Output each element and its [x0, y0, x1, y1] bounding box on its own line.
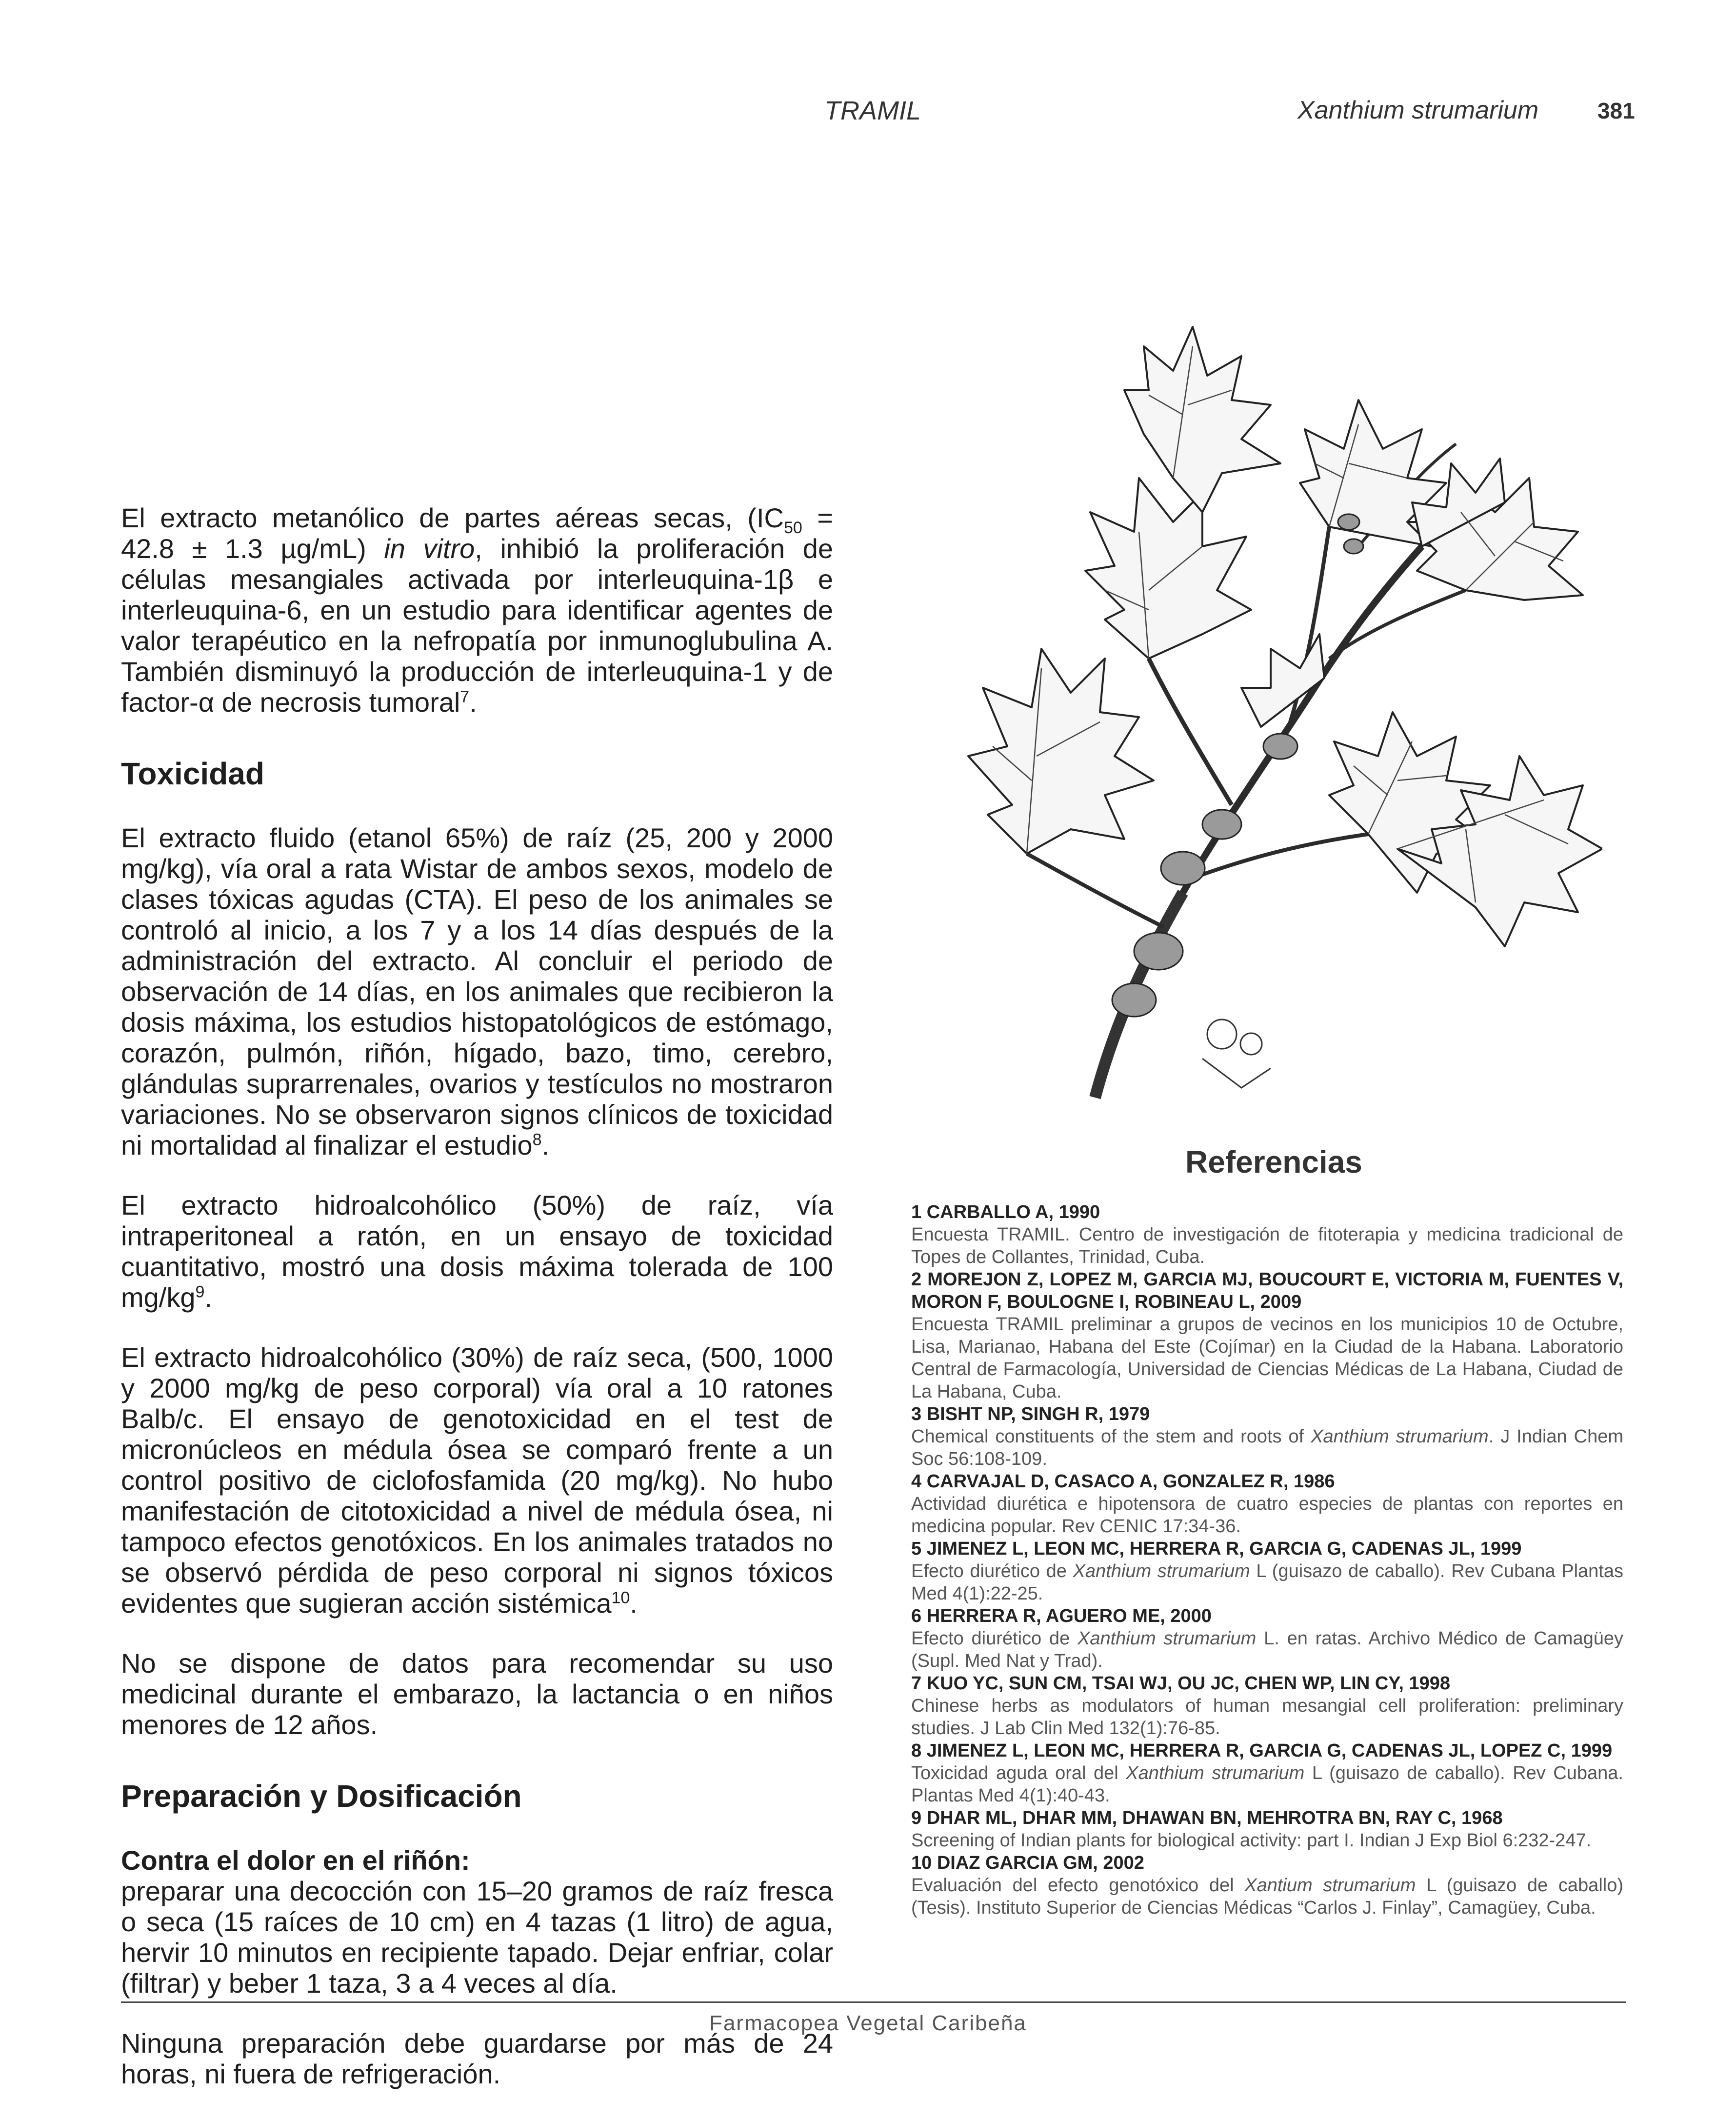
reference-item: 7 KUO YC, SUN CM, TSAI WJ, OU JC, CHEN WP, LIN CY, 1998 Chinese herbs as modulators of human mesangial cell proliferation: preliminary studies. J Lab Clin Med 132(1):76-85. [911, 1673, 1623, 1739]
preparacion-paragraph-2: Ninguna preparación debe guardarse por más de 24 horas, ni fuera de refrigeración. [121, 2028, 833, 2089]
preparacion-subheading: Contra el dolor en el riñón: [121, 1845, 470, 1876]
references-list [911, 1201, 1623, 1919]
reference-item: 6 HERRERA R, AGUERO ME, 2000 Efecto diurético de Xanthium strumarium L. en ratas. Archivo Médico de Camagüey (Supl. Med Nat y Trad). [911, 1606, 1623, 1671]
reference-item: 2 MOREJON Z, LOPEZ M, GARCIA MJ, BOUCOURT E, VICTORIA M, FUENTES V, MORON F, BOULOGNE I, ROBINEAU L, 2009 Encuesta TRAMIL preliminar a grupos de vecinos en los municipios 10 de Octubre, Lisa, Marianao, Habana del Este (Cojímar) en la Ciudad de la Habana. Laboratorio Central de Farmacología, Universidad de Ciencias Médicas de La Habana, Ciudad de La Habana, Cuba. [911, 1269, 1623, 1402]
reference-item: 8 JIMENEZ L, LEON MC, HERRERA R, GARCIA G, CADENAS JL, LOPEZ C, 1999 Toxicidad aguda oral del Xanthium strumarium L (guisazo de caballo). Rev Cubana. Plantas Med 4(1):40-43. [911, 1740, 1623, 1806]
preparacion-paragraph-1: preparar una decocción con 15–20 gramos de raíz fresca o seca (15 raíces de 10 cm) en 4 tazas (1 litro) de agua, hervir 10 minutos en recipiente tapado. Dejar enfriar, colar (filtrar) y beber 1 taza, 3 a 4 veces al día. [121, 1876, 833, 1999]
reference-item: 10 DIAZ GARCIA GM, 2002 Evaluación del efecto genotóxico del Xantium strumarium L (guisazo de caballo) (Tesis). Instituto Superior de Ciencias Médicas “Carlos J. Finlay”, Camagüey, Cuba. [911, 1853, 1623, 1918]
references-title: Referencias [1185, 1144, 1362, 1180]
footer-title: Farmacopea Vegetal Caribeña [709, 2011, 1027, 2035]
toxicidad-heading: Toxicidad [121, 756, 264, 791]
main-text-column [121, 502, 833, 2089]
header-species: Xanthium strumarium [1297, 96, 1539, 124]
header-series: TRAMIL [824, 96, 921, 125]
plant-illustration [929, 317, 1602, 1107]
toxicidad-paragraph-1: El extracto fluido (etanol 65%) de raíz (25, 200 y 2000 mg/kg), vía oral a rata Wistar de ambos sexos, modelo de clases tóxicas agudas (CTA). El peso de los animales se controló al inicio, a los 7 y a los 14 días después de la administración del extracto. Al concluir el periodo de observación de 14 días, en los animales que recibieron la dosis máxima, los estudios histopatológicos de estómago, corazón, pulmón, riñón, hígado, bazo, timo, cerebro, glándulas suprarrenales, ovarios y testículos no mostraron variaciones. No se observaron signos clínicos de toxicidad ni mortalidad al finalizar el estudio$^8$. [121, 822, 833, 1160]
preparacion-heading: Preparación y Dosificación [121, 1779, 522, 1814]
reference-item: 5 JIMENEZ L, LEON MC, HERRERA R, GARCIA G, CADENAS JL, 1999 Efecto diurético de Xanthium strumarium L (guisazo de caballo). Rev Cubana Plantas Med 4(1):22-25. [911, 1539, 1623, 1604]
intro-paragraph: El extracto metanólico de partes aéreas secas, ($IC_{50} = 42.8 \pm 1.3$ µg/mL) in vitro, inhibió la proliferación de células mesangiales activada por interleuquina-1β e interleuquina-6, en un estudio para identificar agentes de valor terapéutico en la nefropatía por inmunoglubulina A. También disminuyó la producción de interleuquina-1 y de factor-α de necrosis tumoral$^7$. [121, 502, 834, 718]
reference-item: 9 DHAR ML, DHAR MM, DHAWAN BN, MEHROTRA BN, RAY C, 1968 Screening of Indian plants for biological activity: part I. Indian J Exp Biol 6:232-247. [911, 1808, 1592, 1851]
toxicidad-paragraph-2: El extracto hidroalcohólico (50%) de raíz, vía intraperitoneal a ratón, en un ensayo de toxicidad cuantitativo, mostró una dosis máxima tolerada de 100 $mg/kg^9$. [121, 1190, 833, 1313]
page-number: 381 [1597, 98, 1635, 123]
footer-rule [121, 2001, 1626, 2003]
reference-item: 3 BISHT NP, SINGH R, 1979 Chemical constituents of the stem and roots of Xanthium strumarium. J Indian Chem Soc 56:108-109. [911, 1404, 1624, 1469]
toxicidad-paragraph-3: El extracto hidroalcohólico (30%) de raíz seca, (500, 1000 y 2000 mg/kg de peso corporal) vía oral a 10 ratones Balb/c. El ensayo de genotoxicidad en el test de micronúcleos en médula ósea se comparó frente a un control positivo de ciclofosfamida (20 mg/kg). No hubo manifestación de citotoxicidad a nivel de médula ósea, ni tampoco efectos genotóxicos. En los animales tratados no se observó pérdida de peso corporal ni signos tóxicos evidentes que sugieran acción sistémica$^{10}$. [121, 1342, 833, 1619]
toxicidad-paragraph-4: No se dispone de datos para recomendar su uso medicinal durante el embarazo, la lactancia o en niños menores de 12 años. [121, 1648, 833, 1740]
reference-item: 4 CARVAJAL D, CASACO A, GONZALEZ R, 1986 Actividad diurética e hipotensora de cuatro especies de plantas con reportes en medicina popular. Rev CENIC 17:34-36. [911, 1471, 1623, 1537]
reference-item: 1 CARBALLO A, 1990 Encuesta TRAMIL. Centro de investigación de fitoterapia y medicina tradicional de Topes de Collantes, Trinidad, Cuba. [911, 1202, 1623, 1267]
